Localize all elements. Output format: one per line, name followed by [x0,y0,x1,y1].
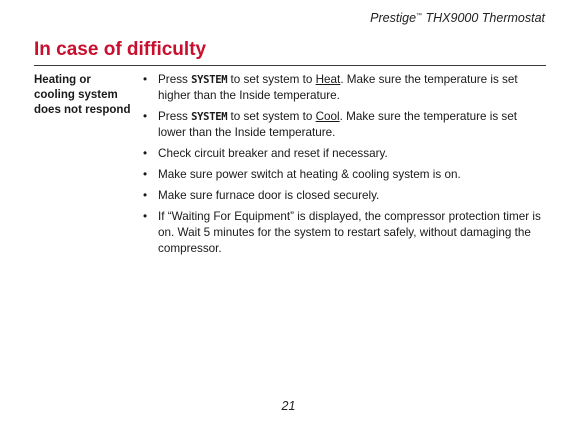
step-text: to set system to [227,110,316,123]
model-name: THX9000 Thermostat [422,11,545,25]
problem-label [34,73,138,118]
step-text: to set system to [227,73,316,86]
step-text: Check circuit breaker and reset if necessary. [158,147,388,160]
list-item [143,109,543,141]
mode-heat: Heat [315,73,341,86]
page-number: 21 [281,399,296,413]
problem-label-line: Heating or [34,74,91,86]
mode-cool: Cool [315,110,340,123]
bullet: • [143,147,148,160]
section-title: In case of difficulty [34,39,207,60]
step-text: Make sure power switch at heating & cooling system is on. [158,168,461,181]
running-header [370,11,545,25]
list-item [143,167,543,183]
bullet: • [143,189,148,202]
list-item [143,188,543,204]
list-item [143,209,543,257]
trademark-symbol: ™ [416,13,423,19]
bullet: • [143,210,148,223]
divider-rule [34,65,546,66]
step-text: . Make sure the temperature is set higher than the Inside temperature. [158,73,518,102]
step-text: . Make sure the temperature is set lower than the Inside temperature. [158,110,517,139]
step-text: Press [158,110,192,123]
troubleshooting-steps [143,72,543,262]
list-item [143,146,543,162]
bullet: • [143,168,148,181]
product-name: Prestige [370,11,417,25]
step-text: If “Waiting For Equipment” is displayed, the compressor protection timer is on. Wait 5 minutes for the system to restart safely, without damaging the compressor. [158,210,541,255]
bullet: • [143,110,148,123]
step-text: Press [158,73,192,86]
system-key-label: SYSTEM [191,111,228,123]
problem-label-line: cooling system [34,89,118,101]
problem-label-line: does not respond [34,104,131,116]
list-item [143,72,543,104]
system-key-label: SYSTEM [191,74,228,86]
step-text: Make sure furnace door is closed securely. [158,189,380,202]
bullet: • [143,73,148,86]
